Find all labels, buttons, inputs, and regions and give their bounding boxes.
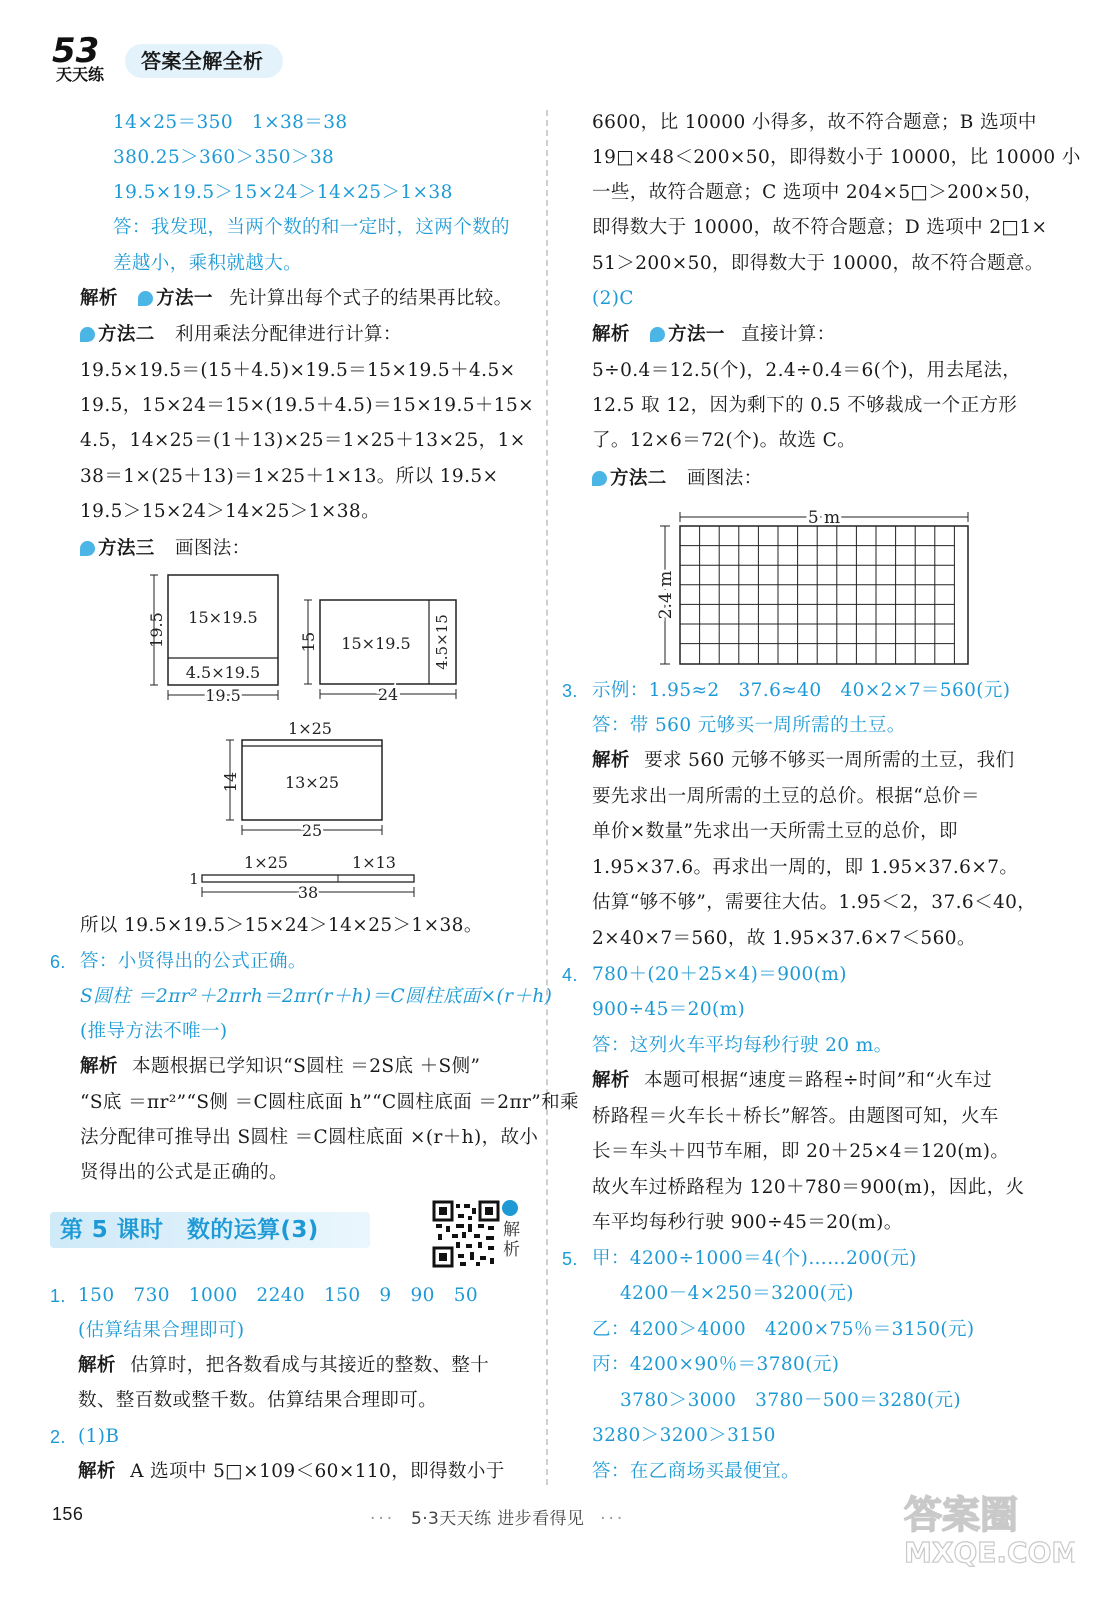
text-line: 14×25＝350 1×38＝38 [113, 112, 348, 133]
answer-line: 答：我发现，当两个数的和一定时，这两个数的 [113, 217, 510, 238]
analysis-line [592, 1069, 992, 1093]
analysis-line: 单价×数量”先求出一天所需土豆的总价，即 [592, 821, 958, 842]
answer-line: (2)C [592, 288, 634, 309]
analysis-line: 贤得出的公式是正确的。 [80, 1162, 288, 1183]
pill-icon [138, 291, 153, 306]
pill-icon [80, 541, 95, 556]
analysis-label: 解析 [80, 1056, 118, 1077]
dim-label: 38 [297, 883, 319, 902]
answer-line: 3280＞3200＞3150 [592, 1425, 776, 1446]
analysis-label: 解析 [592, 750, 630, 771]
column-divider [546, 110, 548, 1485]
analysis-label: 解析 [80, 288, 118, 309]
text-line: 了。12×6＝72(个)。故选 C。 [592, 430, 857, 451]
pill-icon [592, 471, 607, 486]
grid-diagram [652, 500, 982, 670]
analysis-line: 长＝车头＋四节车厢，即 20＋25×4＝120(m)。 [592, 1141, 1010, 1162]
dim-label: 24 [377, 685, 399, 704]
text-line: 6600，比 10000 小得多，故不符合题意；B 选项中 [592, 112, 1037, 133]
question-number: 1. [50, 1286, 66, 1306]
question-number: 4. [562, 965, 578, 985]
analysis-line [78, 1354, 489, 1378]
analysis-line [592, 323, 836, 347]
diagram-rect-19.5 [140, 570, 285, 710]
svg-text:MXQE.COM: MXQE.COM [904, 1536, 1075, 1569]
method-text: 利用乘法分配律进行计算： [174, 324, 402, 345]
method-line [80, 323, 402, 347]
analysis-line: “S底 ＝πr²”“S侧 ＝C圆柱底面 h”“C圆柱底面 ＝2πr”和乘 [80, 1092, 579, 1113]
dim-label: 19.5 [205, 686, 241, 705]
method-label: 方法二 [610, 468, 667, 489]
method-label: 方法三 [98, 538, 155, 559]
qr-label: 解析 [503, 1220, 520, 1260]
svg-text:天天练: 天天练 [56, 65, 105, 84]
header-title: 答案全解全析 [141, 49, 264, 73]
answer-line: 答：在乙商场买最便宜。 [592, 1461, 800, 1482]
analysis-line: 要先求出一周所需的土豆的总价。根据“总价＝ [592, 786, 980, 807]
text-line: 380.25＞360＞350＞38 [113, 147, 335, 168]
header-logo [48, 28, 118, 84]
answer-line: 150 730 1000 2240 150 9 90 50 [78, 1285, 479, 1306]
text-line: 即得数大于 10000，故不符合题意；D 选项中 2□1× [592, 217, 1048, 238]
analysis-line: 桥路程＝火车长＋桥长”解答。由题图可知，火车 [592, 1106, 999, 1127]
method-text: 先计算出每个式子的结果再比较。 [229, 288, 513, 309]
method-line [80, 537, 251, 561]
analysis-line [80, 287, 513, 311]
analysis-text: 估算时，把各数看成与其接近的整数、整十 [130, 1355, 490, 1376]
analysis-line: 故火车过桥路程为 120＋780＝900(m)，因此，火 [592, 1177, 1025, 1198]
answer-line: 780＋(20＋25×4)＝900(m) [592, 964, 847, 985]
text-line: 一些，故符合题意；C 选项中 204×5□＞200×50， [592, 182, 1043, 203]
text-line: 12.5 取 12，因为剩下的 0.5 不够裁成一个正方形 [592, 395, 1018, 416]
method-line [592, 467, 763, 491]
dim-label: 2.4 m [656, 570, 676, 620]
question-number: 2. [50, 1427, 66, 1447]
conclusion-line: 所以 19.5×19.5＞15×24＞14×25＞1×38。 [80, 915, 483, 936]
grid-cells [680, 526, 968, 664]
method-text: 画图法： [686, 468, 763, 489]
qr-code[interactable] [432, 1200, 500, 1268]
pill-icon [80, 327, 95, 342]
dim-label: 1 [189, 870, 199, 888]
answer-line: 4200－4×250＝3200(元) [620, 1283, 854, 1304]
answer-line: 差越小，乘积就越大。 [113, 253, 303, 274]
area-label: 4.5×19.5 [185, 663, 261, 682]
note-line: (推导方法不唯一) [80, 1021, 228, 1042]
method-label: 方法一 [668, 324, 725, 345]
analysis-label: 解析 [592, 324, 630, 345]
analysis-line: 估算“够不够”，需要往大估。1.95＜2，37.6＜40， [592, 892, 1037, 913]
area-label: 13×25 [284, 773, 340, 792]
answer-line: 答：带 560 元够买一周所需的土豆。 [592, 715, 906, 736]
dim-label: 25 [301, 821, 323, 838]
analysis-line: 车平均每秒行驶 900÷45＝20(m)。 [592, 1212, 903, 1233]
method-text: 画图法： [174, 538, 251, 559]
analysis-label: 解析 [78, 1461, 116, 1482]
diagram-rect-25 [218, 718, 390, 838]
dim-label: 5 m [807, 508, 841, 528]
area-label: 1×13 [352, 853, 396, 872]
svg-text:答案圈: 答案圈 [904, 1493, 1019, 1537]
area-label: 1×25 [288, 719, 332, 738]
answer-line: 甲：4200÷1000＝4(个)……200(元) [592, 1248, 917, 1269]
diagram-rect-24 [296, 590, 466, 708]
diagram-strip-38 [186, 852, 421, 904]
analysis-line [592, 749, 1014, 773]
play-icon [502, 1200, 518, 1216]
text-line: 19□×48＜200×50，即得数小于 10000，比 10000 小 [592, 147, 1081, 168]
area-label: 15×19.5 [341, 634, 411, 653]
analysis-text: A 选项中 5□×109＜60×110，即得数小于 [130, 1461, 505, 1482]
analysis-label: 解析 [592, 1070, 630, 1091]
analysis-label: 解析 [78, 1355, 116, 1376]
text-line: 19.5＞15×24＞14×25＞1×38。 [80, 501, 380, 522]
analysis-text: 要求 560 元够不够买一周所需的土豆，我们 [644, 750, 1015, 771]
question-number: 5. [562, 1249, 578, 1269]
formula-line: S圆柱 ＝2πr²＋2πrh＝2πr(r＋h)＝C圆柱底面×(r＋h) [80, 986, 553, 1007]
method-label: 方法一 [156, 288, 213, 309]
question-number: 3. [562, 681, 578, 701]
answer-line: 示例：1.95≈2 37.6≈40 40×2×7＝560(元) [592, 680, 1011, 701]
analysis-line [78, 1460, 505, 1484]
area-label: 15×19.5 [188, 608, 258, 627]
answer-line: 答：这列火车平均每秒行驶 20 m。 [592, 1035, 893, 1056]
answer-line: 900÷45＝20(m) [592, 999, 746, 1020]
analysis-line: 数、整百数或整千数。估算结果合理即可。 [78, 1390, 438, 1411]
question-number: 6. [50, 952, 66, 972]
text-line: 4.5，14×25＝(1＋13)×25＝1×25＋13×25，1× [80, 430, 526, 451]
slogan-text: 5·3天天练 进步看得见 [411, 1509, 585, 1529]
footer-slogan: ··· 5·3天天练 进步看得见 ··· [370, 1509, 626, 1529]
method-text: 直接计算： [741, 324, 836, 345]
svg-text:53: 53 [52, 31, 100, 71]
text-line: 19.5×19.5＝(15＋4.5)×19.5＝15×19.5＋4.5× [80, 360, 516, 381]
area-label: 1×25 [244, 853, 288, 872]
lesson-heading: 第 5 课时 数的运算(3) [60, 1217, 319, 1243]
dim-label: 19.5 [147, 612, 166, 648]
answer-line: (1)B [78, 1426, 120, 1447]
answer-line: 丙：4200×90％＝3780(元) [592, 1354, 840, 1375]
analysis-line: 2×40×7＝560，故 1.95×37.6×7＜560。 [592, 928, 976, 949]
answer-line: 3780＞3000 3780－500＝3280(元) [620, 1390, 961, 1411]
page-number: 156 [52, 1504, 84, 1524]
analysis-line [80, 1055, 480, 1079]
analysis-text: 本题可根据“速度＝路程÷时间”和“火车过 [644, 1070, 992, 1091]
text-line: 51＞200×50，即得数大于 10000，故不符合题意。 [592, 253, 1044, 274]
answer-line: 答：小贤得出的公式正确。 [80, 951, 307, 972]
dim-label: 15 [299, 631, 318, 653]
text-line: 19.5，15×24＝15×(19.5＋4.5)＝15×19.5＋15× [80, 395, 535, 416]
method-label: 方法二 [98, 324, 155, 345]
dim-label: 14 [221, 771, 240, 793]
text-line: 38＝1×(25＋13)＝1×25＋1×13。所以 19.5× [80, 466, 499, 487]
analysis-text: 本题根据已学知识“S圆柱 ＝2S底 ＋S侧” [132, 1056, 481, 1077]
pill-icon [650, 327, 665, 342]
note-line: (估算结果合理即可) [78, 1320, 245, 1341]
area-label: 4.5×15 [433, 614, 451, 670]
text-line: 5÷0.4＝12.5(个)，2.4÷0.4＝6(个)，用去尾法， [592, 360, 1022, 381]
answer-line: 乙：4200＞4000 4200×75％＝3150(元) [592, 1319, 975, 1340]
analysis-line: 1.95×37.6。再求出一周的，即 1.95×37.6×7。 [592, 857, 1019, 878]
text-line: 19.5×19.5＞15×24＞14×25＞1×38 [113, 182, 453, 203]
watermark [900, 1490, 1075, 1570]
analysis-line: 法分配律可推导出 S圆柱 ＝C圆柱底面 ×(r＋h)，故小 [80, 1127, 539, 1148]
